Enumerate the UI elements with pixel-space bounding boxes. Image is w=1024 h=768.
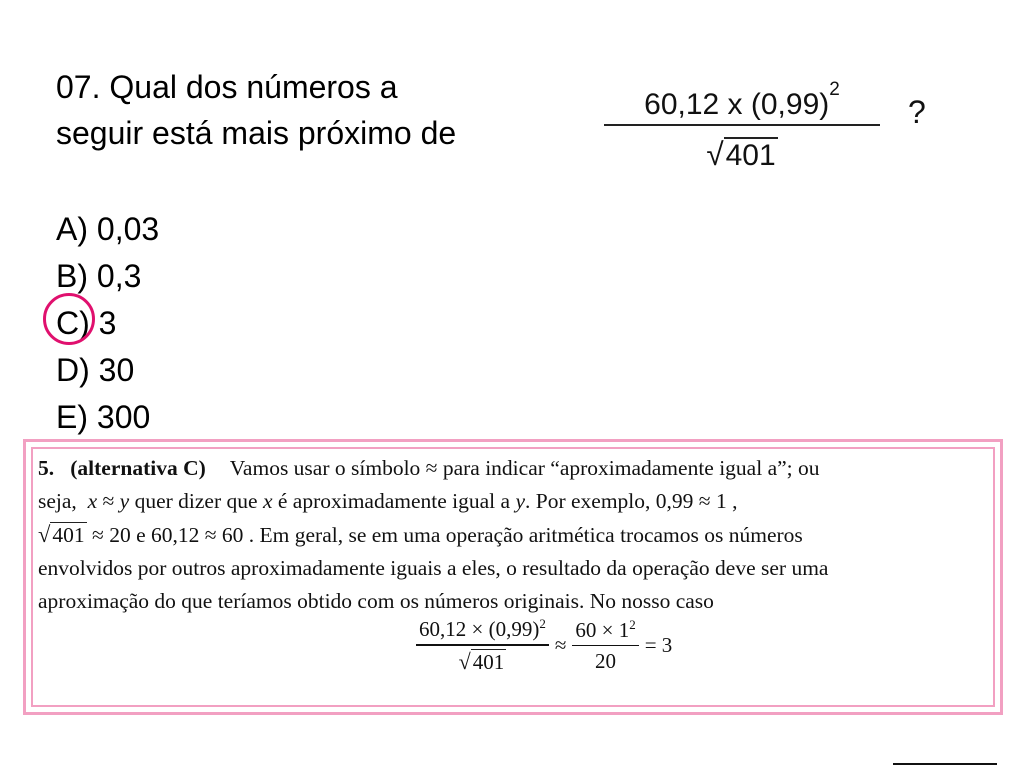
equation-fraction-2-denominator: 20 <box>595 649 617 673</box>
square-root <box>706 130 777 180</box>
radicand: 401 <box>725 139 776 172</box>
square-root-401 <box>38 518 87 552</box>
expression-numerator <box>604 74 880 122</box>
question-expression <box>604 74 880 178</box>
bottom-divider <box>893 763 997 765</box>
equation-fraction-1-numerator <box>416 616 549 644</box>
solution-line-3-text: ≈ 20 e 60,12 ≈ 60 . Em geral, se em uma operação aritmética trocamos os números <box>86 523 803 547</box>
fraction-bar <box>604 124 880 126</box>
option-b: B) 0,3 <box>56 258 142 294</box>
option-e: E) 300 <box>56 399 151 435</box>
var-x-2: x <box>262 489 273 513</box>
solution-line-1 <box>38 452 988 485</box>
var-y: y <box>119 489 130 513</box>
option-c: C) 3 <box>56 305 117 341</box>
solution-line-2 <box>38 485 988 518</box>
equation-fraction-2-numerator <box>572 617 638 645</box>
solution-equation <box>416 616 672 675</box>
var-y-2: y <box>515 489 525 513</box>
solution-line-4: envolvidos por outros aproximadamente iguais a eles, o resultado da operação deve ser uma <box>38 556 829 580</box>
eq-radical-sign: √ <box>458 648 471 674</box>
equation-fraction-1 <box>416 616 549 675</box>
eq-f1-num: 60,12 × (0,99) <box>419 617 540 641</box>
equation-fraction-1-denominator <box>459 646 507 675</box>
solution-line-2-d: . Por exemplo, 0,99 ≈ 1 , <box>525 489 738 513</box>
correct-answer-circle <box>43 293 95 345</box>
solution-line-5: aproximação do que teríamos obtido com os números originais. No nosso caso <box>38 589 714 613</box>
question-text <box>56 64 576 156</box>
equation-result: = 3 <box>644 632 673 657</box>
solution-line-2-c: é aproximadamente igual a <box>272 489 511 513</box>
eq-f2-num: 60 × 1 <box>575 617 630 642</box>
solution-line-2-b: quer dizer que <box>129 489 258 513</box>
solution-line-1-text: Vamos usar o símbolo ≈ para indicar “aproximadamente igual a”; ou <box>229 456 820 480</box>
eq-radicand: 401 <box>472 649 505 674</box>
question-mark: ? <box>908 94 926 130</box>
expression-denominator <box>604 130 880 178</box>
question-line-1: 07. Qual dos números a <box>56 69 398 105</box>
equation-approx: ≈ <box>554 632 567 657</box>
solution-text <box>38 452 988 618</box>
question-line-2: seguir está mais próximo de <box>56 115 457 151</box>
solution-number: 5. <box>38 456 55 480</box>
eq-f1-exp: 2 <box>539 616 546 631</box>
eq-sqrt <box>459 649 507 675</box>
equation-fraction-2 <box>572 617 638 675</box>
radical-sign-small: √ <box>38 522 51 547</box>
solution-title: (alternativa C) <box>70 456 206 480</box>
option-d: D) 30 <box>56 352 135 388</box>
eq-f2-exp: 2 <box>629 616 636 632</box>
option-a: A) 0,03 <box>56 211 160 247</box>
expression-numerator-exponent: 2 <box>829 79 840 100</box>
radical-sign: √ <box>706 136 724 172</box>
radicand-401: 401 <box>52 523 85 547</box>
solution-line-2-a: seja, <box>38 489 77 513</box>
approx-symbol: ≈ <box>97 489 120 513</box>
var-x: x <box>87 489 98 513</box>
solution-line-3 <box>38 518 988 552</box>
expression-numerator-base: 60,12 x (0,99) <box>644 88 830 121</box>
